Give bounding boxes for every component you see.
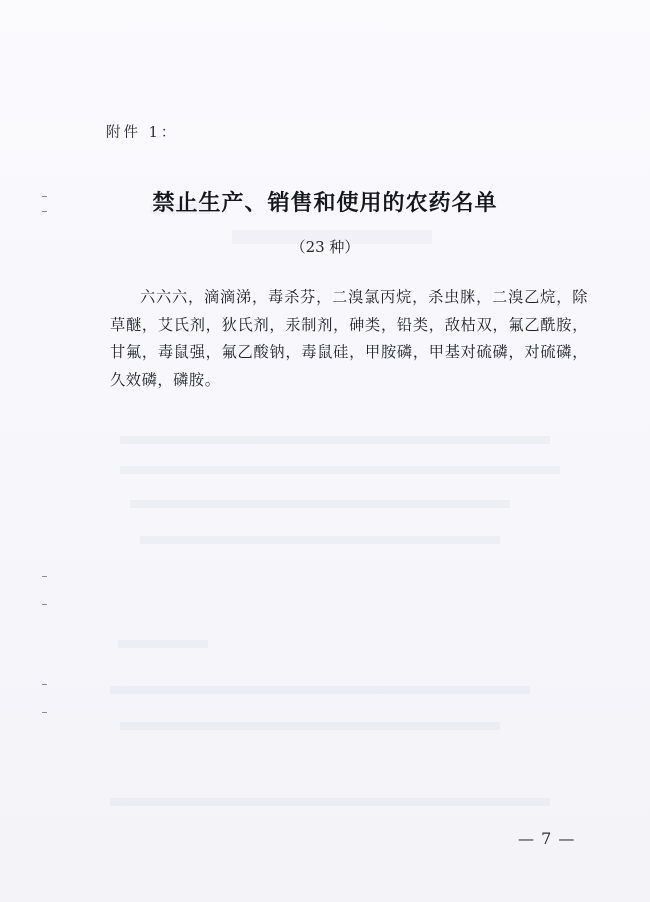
scan-edge-mark <box>42 576 47 577</box>
bleed-through-mark <box>118 640 208 648</box>
bleed-through-mark <box>120 436 550 444</box>
bleed-through-mark <box>120 466 560 474</box>
bleed-through-mark <box>110 798 550 806</box>
page-number: — 7 — <box>518 829 576 848</box>
bleed-through-mark <box>120 722 500 730</box>
pesticide-list-paragraph: 六六六，滴滴涕，毒杀芬，二溴氯丙烷，杀虫脒，二溴乙烷，除草醚，艾氏剂，狄氏剂，汞制剂，砷类，铅类，敌枯双，氟乙酰胺，甘氟，毒鼠强，氟乙酸钠，毒鼠硅，甲胺磷，甲基对硫磷，对硫磷，久效磷，磷胺。 <box>110 288 588 389</box>
scan-edge-mark <box>42 684 47 685</box>
document-title: 禁止生产、销售和使用的农药名单 <box>152 190 498 216</box>
bleed-through-mark <box>130 500 510 508</box>
bleed-through-mark <box>140 536 500 544</box>
attachment-label: 附件 1： <box>106 125 179 141</box>
scan-edge-mark <box>42 604 47 605</box>
document-subtitle: （23 种） <box>290 238 360 256</box>
scan-edge-mark <box>42 712 47 713</box>
bleed-through-mark <box>110 686 530 694</box>
